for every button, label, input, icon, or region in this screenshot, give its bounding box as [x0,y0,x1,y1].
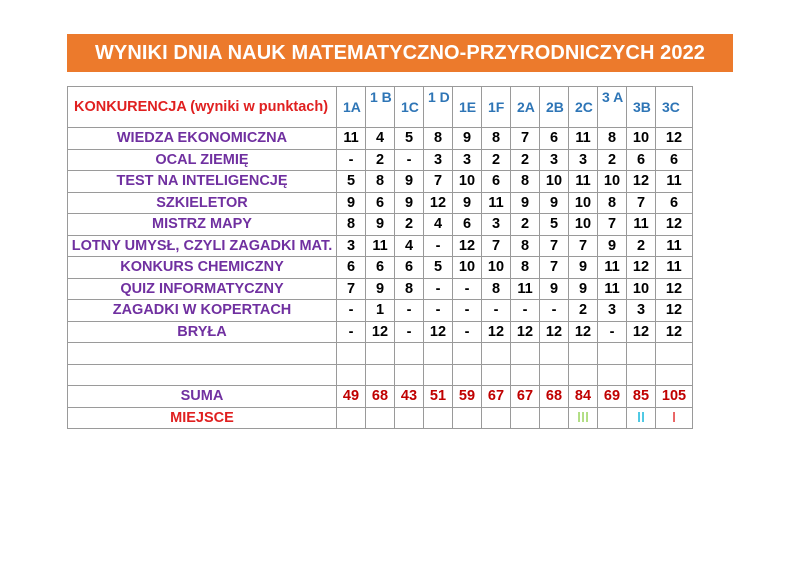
score-cell: 5 [424,257,453,279]
score-cell: 8 [366,171,395,193]
score-cell: 11 [337,128,366,150]
sum-cell: 43 [395,386,424,408]
score-cell: 6 [540,128,569,150]
score-cell: 8 [598,128,627,150]
score-cell: 3 [424,149,453,171]
score-cell: 7 [540,235,569,257]
page-title: WYNIKI DNIA NAUK MATEMATYCZNO-PRZYRODNICZYCH 2022 [67,34,733,72]
score-cell: 6 [395,257,424,279]
score-cell: 2 [569,300,598,322]
score-cell: 12 [424,192,453,214]
score-cell: 8 [511,257,540,279]
score-cell [656,343,693,365]
score-cell [598,343,627,365]
score-cell: 1 [366,300,395,322]
score-cell: - [540,300,569,322]
score-cell: 12 [569,321,598,343]
score-cell: 9 [598,235,627,257]
class-column-header: 1F [482,87,511,128]
score-cell: 7 [569,235,598,257]
class-column-header: 2A [511,87,540,128]
competition-name: SZKIELETOR [68,192,337,214]
score-cell: 6 [656,192,693,214]
score-cell: 2 [366,149,395,171]
place-cell [337,407,366,429]
score-cell: 2 [511,214,540,236]
score-cell: 9 [569,257,598,279]
score-cell: 11 [569,171,598,193]
table-row [68,192,693,214]
score-cell: 12 [627,171,656,193]
class-column-header: 1 D [424,87,453,128]
score-cell [569,343,598,365]
place-cell [598,407,627,429]
sum-cell: 85 [627,386,656,408]
score-cell: 6 [366,257,395,279]
class-column-header: 3B [627,87,656,128]
score-cell [569,364,598,386]
score-cell: 8 [511,171,540,193]
competition-name: OCAL ZIEMIĘ [68,149,337,171]
score-cell: - [453,278,482,300]
score-cell: - [424,235,453,257]
competition-column-header: KONKURENCJA (wyniki w punktach) [68,87,337,128]
score-cell: - [511,300,540,322]
score-cell: 11 [656,171,693,193]
score-cell: 9 [540,192,569,214]
table-row [68,149,693,171]
score-cell: 11 [569,128,598,150]
score-cell: 10 [540,171,569,193]
class-column-header: 1E [453,87,482,128]
score-cell: 3 [453,149,482,171]
score-cell: - [395,149,424,171]
score-cell: 8 [482,278,511,300]
score-cell: 3 [569,149,598,171]
score-cell: 8 [482,128,511,150]
sum-row [68,386,693,408]
score-cell: 12 [627,321,656,343]
place-cell: I [656,407,693,429]
score-cell: 9 [366,278,395,300]
score-cell: 6 [453,214,482,236]
sum-cell: 105 [656,386,693,408]
table-row [68,343,693,365]
score-cell: 9 [337,192,366,214]
score-cell: 12 [453,235,482,257]
score-cell: 10 [627,128,656,150]
sum-label: SUMA [68,386,337,408]
table-row [68,128,693,150]
score-cell [540,343,569,365]
score-cell: 9 [395,192,424,214]
score-cell: 2 [395,214,424,236]
class-column-header: 1A [337,87,366,128]
place-cell: II [627,407,656,429]
score-cell: 10 [598,171,627,193]
score-cell: - [337,300,366,322]
sum-cell: 84 [569,386,598,408]
score-cell: - [453,300,482,322]
competition-name: QUIZ INFORMATYCZNY [68,278,337,300]
score-cell: 3 [627,300,656,322]
competition-name [68,364,337,386]
place-cell [424,407,453,429]
score-cell: 12 [656,278,693,300]
competition-name [68,343,337,365]
score-cell [424,364,453,386]
place-cell [366,407,395,429]
competition-name: BRYŁA [68,321,337,343]
score-cell: 12 [540,321,569,343]
score-cell: 12 [656,128,693,150]
score-cell: 12 [627,257,656,279]
place-cell [540,407,569,429]
score-cell: 7 [337,278,366,300]
score-cell: 6 [337,257,366,279]
score-cell [424,343,453,365]
score-cell: 5 [540,214,569,236]
score-cell: 4 [366,128,395,150]
score-cell: 6 [482,171,511,193]
score-cell: 7 [627,192,656,214]
score-cell: - [395,321,424,343]
score-cell: 12 [424,321,453,343]
score-cell: 11 [598,278,627,300]
sum-cell: 59 [453,386,482,408]
class-column-header: 1 B [366,87,395,128]
place-cell [511,407,540,429]
score-cell: 6 [656,149,693,171]
sum-cell: 68 [540,386,569,408]
score-cell: 11 [366,235,395,257]
score-cell: 3 [482,214,511,236]
table-row [68,171,693,193]
score-cell: 8 [424,128,453,150]
score-cell [627,343,656,365]
score-cell: - [395,300,424,322]
score-cell: 6 [627,149,656,171]
score-cell: 12 [366,321,395,343]
sum-cell: 49 [337,386,366,408]
score-cell [395,343,424,365]
score-cell: 9 [540,278,569,300]
table-row [68,257,693,279]
score-cell: 10 [453,171,482,193]
place-label: MIEJSCE [68,407,337,429]
score-cell: 12 [656,214,693,236]
score-cell: - [598,321,627,343]
score-cell: 3 [540,149,569,171]
competition-name: LOTNY UMYSŁ, CZYLI ZAGADKI MAT. [68,235,337,257]
score-cell [453,364,482,386]
score-cell: 12 [482,321,511,343]
score-cell: 10 [569,214,598,236]
score-cell [511,343,540,365]
class-column-header: 3C [656,87,693,128]
score-cell: 2 [627,235,656,257]
table-row [68,278,693,300]
score-cell [366,364,395,386]
score-cell: 9 [395,171,424,193]
score-cell: 10 [453,257,482,279]
score-cell: 10 [482,257,511,279]
score-cell: 10 [627,278,656,300]
class-column-header: 2C [569,87,598,128]
place-cell: III [569,407,598,429]
score-cell: 4 [424,214,453,236]
score-cell: - [424,300,453,322]
score-cell [540,364,569,386]
place-cell [482,407,511,429]
competition-name: ZAGADKI W KOPERTACH [68,300,337,322]
score-cell: 11 [656,235,693,257]
sum-cell: 69 [598,386,627,408]
score-cell: 8 [598,192,627,214]
score-cell: 12 [656,321,693,343]
results-table [67,86,693,429]
score-cell: 5 [395,128,424,150]
score-cell [511,364,540,386]
score-cell: 9 [453,128,482,150]
score-cell: - [424,278,453,300]
class-column-header: 3 A [598,87,627,128]
score-cell: 7 [540,257,569,279]
score-cell: 3 [598,300,627,322]
sum-cell: 68 [366,386,395,408]
table-row [68,300,693,322]
score-cell: 8 [395,278,424,300]
score-cell: 11 [482,192,511,214]
score-cell: 8 [337,214,366,236]
score-cell: 7 [424,171,453,193]
score-cell [366,343,395,365]
score-cell: 7 [598,214,627,236]
score-cell [627,364,656,386]
score-cell: 2 [598,149,627,171]
score-cell [656,364,693,386]
table-row [68,235,693,257]
score-cell: 11 [598,257,627,279]
score-cell: 2 [482,149,511,171]
table-row [68,321,693,343]
score-cell [482,364,511,386]
score-cell: 9 [569,278,598,300]
score-cell: 10 [569,192,598,214]
place-row [68,407,693,429]
score-cell: - [337,321,366,343]
score-cell: 4 [395,235,424,257]
score-cell [482,343,511,365]
sum-cell: 67 [482,386,511,408]
class-column-header: 2B [540,87,569,128]
competition-name: MISTRZ MAPY [68,214,337,236]
score-cell [337,364,366,386]
score-cell: 2 [511,149,540,171]
score-cell: 11 [627,214,656,236]
score-cell: 3 [337,235,366,257]
score-cell: - [337,149,366,171]
place-cell [453,407,482,429]
table-row [68,214,693,236]
score-cell [453,343,482,365]
score-cell: 12 [511,321,540,343]
class-column-header: 1C [395,87,424,128]
competition-name: KONKURS CHEMICZNY [68,257,337,279]
score-cell: 5 [337,171,366,193]
score-cell: 9 [453,192,482,214]
score-cell: - [453,321,482,343]
table-header-row [68,87,693,128]
score-cell: 11 [511,278,540,300]
score-cell: 9 [366,214,395,236]
sum-cell: 67 [511,386,540,408]
score-cell: 6 [366,192,395,214]
score-cell [337,343,366,365]
score-cell [598,364,627,386]
score-cell: - [482,300,511,322]
score-cell: 7 [511,128,540,150]
score-cell: 11 [656,257,693,279]
place-cell [395,407,424,429]
competition-name: WIEDZA EKONOMICZNA [68,128,337,150]
score-cell [395,364,424,386]
score-cell: 9 [511,192,540,214]
table-row [68,364,693,386]
competition-name: TEST NA INTELIGENCJĘ [68,171,337,193]
score-cell: 7 [482,235,511,257]
score-cell: 12 [656,300,693,322]
score-cell: 8 [511,235,540,257]
sum-cell: 51 [424,386,453,408]
